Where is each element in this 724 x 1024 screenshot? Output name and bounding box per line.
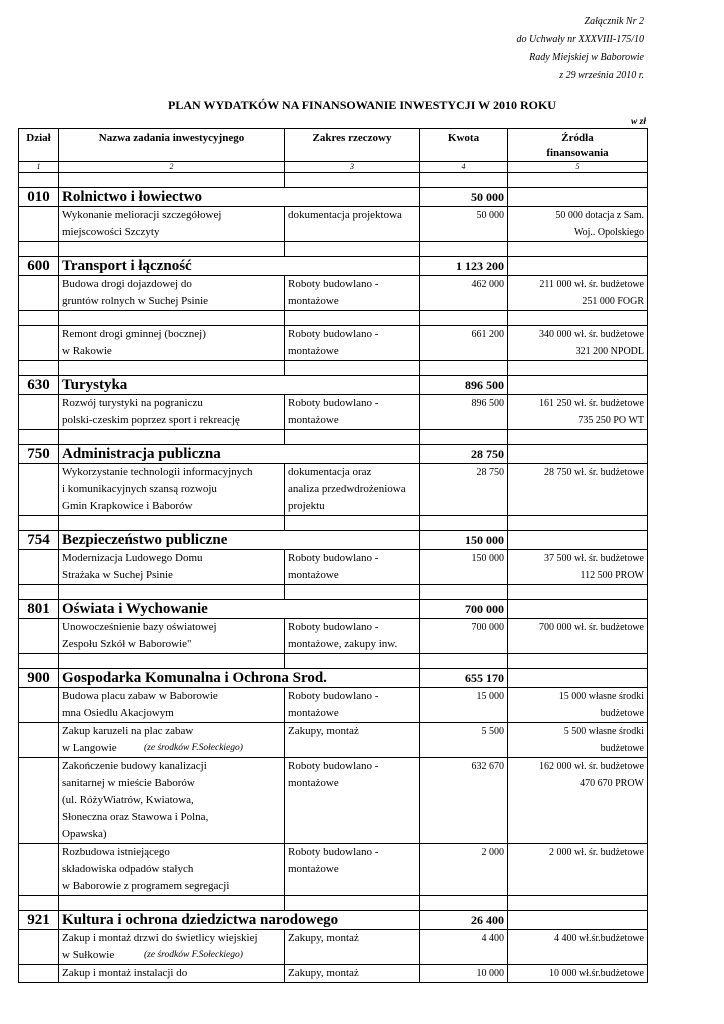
section-code: 010	[19, 188, 59, 207]
investment-table	[18, 128, 648, 983]
column-number-row	[19, 162, 648, 173]
section-row	[19, 376, 648, 395]
task-scope-line: Roboty budowlano -	[288, 760, 379, 772]
spacer-cell	[19, 430, 59, 445]
spacer-cell	[285, 516, 420, 531]
spacer-cell	[59, 430, 285, 445]
section-amount: 655 170	[420, 669, 508, 688]
task-name-line: miejscowości Szczyty	[62, 226, 160, 238]
task-scope	[285, 758, 420, 844]
task-name-line: Wykonanie melioracji szczegółowej	[62, 209, 222, 221]
section-row	[19, 600, 648, 619]
task-source-line: 340 000 wł. śr. budżetowe	[539, 329, 644, 340]
task-name-line: Strażaka w Suchej Psinie	[62, 569, 173, 581]
spacer-cell	[508, 311, 648, 326]
section-row	[19, 188, 648, 207]
section-blank	[508, 188, 648, 207]
colnum: 3	[285, 162, 420, 173]
task-amount: 700 000	[420, 619, 508, 654]
spacer-cell	[59, 896, 285, 911]
task-name	[59, 464, 285, 516]
section-amount: 150 000	[420, 531, 508, 550]
task-source-line: 15 000 własne środki	[558, 691, 644, 702]
task-dzial-blank	[19, 930, 59, 965]
spacer-cell	[508, 173, 648, 188]
task-name	[59, 965, 285, 983]
section-name: Transport i łączność	[59, 257, 420, 276]
task-source-line: 4 400 wł.śr.budżetowe	[554, 933, 644, 944]
spacer-cell	[420, 654, 508, 669]
spacer-cell	[285, 311, 420, 326]
task-scope-line: montażowe	[288, 707, 339, 719]
task-name-line: polski-czeskim poprzez sport i rekreację	[62, 414, 240, 426]
task-dzial-blank	[19, 276, 59, 311]
spacer-row	[19, 361, 648, 376]
section-blank	[508, 669, 648, 688]
task-dzial-blank	[19, 844, 59, 896]
task-scope-line: Zakupy, montaż	[288, 967, 359, 979]
task-name	[59, 395, 285, 430]
colnum: 1	[19, 162, 59, 173]
spacer-cell	[285, 173, 420, 188]
task-scope-line: dokumentacja oraz	[288, 466, 372, 478]
task-name-line: Modernizacja Ludowego Domu	[62, 552, 203, 564]
spacer-cell	[508, 654, 648, 669]
spacer-cell	[420, 361, 508, 376]
task-source	[508, 207, 648, 242]
task-scope-line: Roboty budowlano -	[288, 278, 379, 290]
task-row	[19, 276, 648, 311]
col-scope: Zakres rzeczowy	[285, 129, 420, 162]
task-name	[59, 276, 285, 311]
section-code: 600	[19, 257, 59, 276]
task-dzial-blank	[19, 550, 59, 585]
task-scope	[285, 326, 420, 361]
spacer-cell	[59, 311, 285, 326]
spacer-cell	[508, 896, 648, 911]
task-name	[59, 550, 285, 585]
task-scope-line: Roboty budowlano -	[288, 690, 379, 702]
section-row	[19, 669, 648, 688]
task-scope-line: Roboty budowlano -	[288, 328, 379, 340]
task-scope-line: Roboty budowlano -	[288, 621, 379, 633]
task-scope-line: Roboty budowlano -	[288, 397, 379, 409]
section-amount: 700 000	[420, 600, 508, 619]
spacer-cell	[508, 242, 648, 257]
task-source	[508, 688, 648, 723]
task-name-line: w Langowie	[62, 742, 117, 754]
section-blank	[508, 600, 648, 619]
section-row	[19, 445, 648, 464]
task-scope-line: dokumentacja projektowa	[288, 209, 402, 221]
task-amount: 661 200	[420, 326, 508, 361]
task-dzial-blank	[19, 207, 59, 242]
section-blank	[508, 531, 648, 550]
task-name-line: sanitarnej w mieście Baborów	[62, 777, 195, 789]
task-name-line: gruntów rolnych w Suchej Psinie	[62, 295, 209, 307]
task-name	[59, 844, 285, 896]
task-scope-line: Roboty budowlano -	[288, 552, 379, 564]
task-source-line: 162 000 wł. śr. budżetowe	[539, 761, 644, 772]
task-row	[19, 688, 648, 723]
col-amount: Kwota	[420, 129, 508, 162]
task-amount: 15 000	[420, 688, 508, 723]
task-name-line: Rozbudowa istniejącego	[62, 846, 170, 858]
spacer-cell	[508, 430, 648, 445]
task-scope	[285, 965, 420, 983]
spacer-cell	[420, 173, 508, 188]
task-name-line: Zakup i montaż instalacji do	[62, 967, 188, 979]
task-name	[59, 619, 285, 654]
spacer-cell	[285, 654, 420, 669]
section-amount: 896 500	[420, 376, 508, 395]
task-scope	[285, 207, 420, 242]
section-code: 750	[19, 445, 59, 464]
task-scope-line: projektu	[288, 500, 325, 512]
col-source	[508, 129, 648, 162]
colnum: 2	[59, 162, 285, 173]
page-title: PLAN WYDATKÓW NA FINANSOWANIE INWESTYCJI W 2010 ROKU	[168, 98, 556, 112]
task-row	[19, 965, 648, 983]
task-amount: 10 000	[420, 965, 508, 983]
task-name-line: Zakup i montaż drzwi do świetlicy wiejskiej	[62, 932, 258, 944]
task-scope	[285, 930, 420, 965]
task-scope	[285, 276, 420, 311]
section-blank	[508, 911, 648, 930]
task-name-line: Wykorzystanie technologii informacyjnych	[62, 466, 253, 478]
task-name-line: Remont drogi gminnej (bocznej)	[62, 328, 206, 340]
task-name-line: Budowa placu zabaw w Baborowie	[62, 690, 218, 702]
section-blank	[508, 445, 648, 464]
task-source	[508, 464, 648, 516]
task-scope-line: Zakupy, montaż	[288, 725, 359, 737]
section-amount: 28 750	[420, 445, 508, 464]
task-name-line: i komunikacyjnych szansą rozwoju	[62, 483, 217, 495]
task-note: (ze środków F.Sołeckiego)	[144, 950, 243, 960]
task-source	[508, 326, 648, 361]
task-source	[508, 965, 648, 983]
task-name	[59, 326, 285, 361]
col-source-l2: finansowania	[546, 147, 609, 159]
spacer-cell	[508, 585, 648, 600]
task-source	[508, 550, 648, 585]
task-source	[508, 619, 648, 654]
spacer-cell	[285, 896, 420, 911]
task-source	[508, 930, 648, 965]
section-name: Kultura i ochrona dziedzictwa narodowego	[59, 911, 420, 930]
task-row	[19, 395, 648, 430]
task-scope-line: analiza przedwdrożeniowa	[288, 483, 406, 495]
section-name: Administracja publiczna	[59, 445, 420, 464]
task-source	[508, 723, 648, 758]
task-dzial-blank	[19, 464, 59, 516]
spacer-row	[19, 173, 648, 188]
task-note: (ze środków F.Sołeckiego)	[144, 743, 243, 753]
spacer-cell	[19, 896, 59, 911]
section-row	[19, 257, 648, 276]
spacer-cell	[420, 242, 508, 257]
colnum: 4	[420, 162, 508, 173]
task-name-line: składowiska odpadów stałych	[62, 863, 194, 875]
colnum: 5	[508, 162, 648, 173]
spacer-cell	[59, 242, 285, 257]
task-scope-line: montażowe	[288, 569, 339, 581]
task-scope-line: montażowe	[288, 295, 339, 307]
task-amount: 462 000	[420, 276, 508, 311]
section-blank	[508, 376, 648, 395]
spacer-cell	[19, 585, 59, 600]
task-amount: 4 400	[420, 930, 508, 965]
task-source-line: 37 500 wł. śr. budżetowe	[544, 553, 644, 564]
task-source-line: 50 000 dotacja z Sam.	[555, 210, 644, 221]
task-name-line: mna Osiedlu Akacjowym	[62, 707, 174, 719]
task-scope-line: montażowe	[288, 414, 339, 426]
council-name: Rady Miejskiej w Baborowie	[529, 52, 644, 63]
task-name-line: w Baborowie z programem segregacji	[62, 880, 230, 892]
spacer-row	[19, 585, 648, 600]
task-source-line: 10 000 wł.śr.budżetowe	[549, 968, 644, 979]
task-row	[19, 207, 648, 242]
section-name: Turystyka	[59, 376, 420, 395]
spacer-cell	[19, 173, 59, 188]
task-name-line: Rozwój turystyki na pograniczu	[62, 397, 203, 409]
section-name: Gospodarka Komunalna i Ochrona Srod.	[59, 669, 420, 688]
task-scope-line: montażowe	[288, 777, 339, 789]
spacer-row	[19, 896, 648, 911]
task-source-line: 5 500 własne środki	[563, 726, 644, 737]
task-source-line: 211 000 wł. śr. budżetowe	[539, 279, 644, 290]
task-name-line: Zespołu Szkół w Baborowie"	[62, 638, 192, 650]
task-amount: 896 500	[420, 395, 508, 430]
spacer-cell	[508, 516, 648, 531]
col-name: Nazwa zadania inwestycyjnego	[59, 129, 285, 162]
task-name-line: Zakup karuzeli na plac zabaw	[62, 725, 194, 737]
resolution-date: z 29 września 2010 r.	[559, 70, 644, 81]
task-row	[19, 464, 648, 516]
task-row	[19, 930, 648, 965]
task-name	[59, 930, 285, 965]
task-name	[59, 723, 285, 758]
task-name-line: Słoneczna oraz Stawowa i Polna,	[62, 811, 209, 823]
task-scope	[285, 723, 420, 758]
annex-number: Załącznik Nr 2	[584, 16, 644, 27]
col-source-l1: Źródła	[561, 132, 594, 144]
task-dzial-blank	[19, 758, 59, 844]
section-amount: 26 400	[420, 911, 508, 930]
task-scope	[285, 688, 420, 723]
task-name	[59, 207, 285, 242]
task-scope	[285, 464, 420, 516]
task-scope-line: montażowe, zakupy inw.	[288, 638, 398, 650]
section-name: Bezpieczeństwo publiczne	[59, 531, 420, 550]
task-source	[508, 395, 648, 430]
section-amount: 50 000	[420, 188, 508, 207]
task-scope	[285, 550, 420, 585]
section-blank	[508, 257, 648, 276]
spacer-cell	[19, 654, 59, 669]
task-amount: 632 670	[420, 758, 508, 844]
task-scope	[285, 619, 420, 654]
task-source	[508, 276, 648, 311]
spacer-cell	[285, 242, 420, 257]
task-name-line: Unowocześnienie bazy oświatowej	[62, 621, 217, 633]
spacer-cell	[59, 585, 285, 600]
task-name-line: Zakończenie budowy kanalizacji	[62, 760, 207, 772]
task-dzial-blank	[19, 723, 59, 758]
section-code: 801	[19, 600, 59, 619]
section-code: 630	[19, 376, 59, 395]
spacer-row	[19, 654, 648, 669]
spacer-cell	[59, 654, 285, 669]
spacer-cell	[420, 585, 508, 600]
task-scope-line: montażowe	[288, 345, 339, 357]
spacer-cell	[285, 430, 420, 445]
task-name-line: Gmin Krapkowice i Baborów	[62, 500, 193, 512]
task-row	[19, 550, 648, 585]
task-amount: 2 000	[420, 844, 508, 896]
task-source-line: 2 000 wł. śr. budżetowe	[549, 847, 644, 858]
section-code: 921	[19, 911, 59, 930]
spacer-cell	[59, 516, 285, 531]
table-body	[19, 173, 648, 983]
task-source-line: 470 670 PROW	[580, 778, 644, 789]
task-name-line: Budowa drogi dojazdowej do	[62, 278, 192, 290]
spacer-cell	[59, 361, 285, 376]
spacer-cell	[420, 896, 508, 911]
spacer-cell	[59, 173, 285, 188]
task-source-line: 321 200 NPODL	[575, 346, 644, 357]
spacer-cell	[19, 242, 59, 257]
section-name: Oświata i Wychowanie	[59, 600, 420, 619]
header-row	[19, 129, 648, 162]
task-row	[19, 758, 648, 844]
section-name: Rolnictwo i łowiectwo	[59, 188, 420, 207]
task-source	[508, 844, 648, 896]
spacer-row	[19, 311, 648, 326]
section-code: 900	[19, 669, 59, 688]
task-source-line: 112 500 PROW	[580, 570, 644, 581]
currency-unit: w zł	[630, 117, 646, 127]
task-row	[19, 844, 648, 896]
task-source-line: 735 250 PO WT	[578, 415, 644, 426]
task-name	[59, 688, 285, 723]
task-amount: 150 000	[420, 550, 508, 585]
spacer-cell	[508, 361, 648, 376]
task-amount: 50 000	[420, 207, 508, 242]
task-dzial-blank	[19, 619, 59, 654]
section-row	[19, 911, 648, 930]
task-source	[508, 758, 648, 844]
task-amount: 28 750	[420, 464, 508, 516]
spacer-row	[19, 430, 648, 445]
task-name-line: w Sułkowie	[62, 949, 115, 961]
task-scope-line: montażowe	[288, 863, 339, 875]
task-row	[19, 619, 648, 654]
task-amount: 5 500	[420, 723, 508, 758]
section-amount: 1 123 200	[420, 257, 508, 276]
task-source-line: Woj.. Opolskiego	[573, 227, 644, 238]
spacer-cell	[19, 311, 59, 326]
resolution-ref: do Uchwały nr XXXVIII-175/10	[516, 34, 644, 45]
section-row	[19, 531, 648, 550]
spacer-cell	[420, 430, 508, 445]
task-dzial-blank	[19, 395, 59, 430]
task-source-line: budżetowe	[600, 708, 644, 719]
task-scope	[285, 844, 420, 896]
task-row	[19, 326, 648, 361]
spacer-cell	[420, 311, 508, 326]
task-source-line: 161 250 wł. śr. budżetowe	[539, 398, 644, 409]
task-dzial-blank	[19, 965, 59, 983]
task-source-line: 251 000 FOGR	[582, 296, 644, 307]
task-source-line: 28 750 wł. śr. budżetowe	[544, 467, 644, 478]
spacer-cell	[285, 361, 420, 376]
col-dzial: Dział	[19, 129, 59, 162]
task-name-line: Opawska)	[62, 828, 107, 840]
task-dzial-blank	[19, 326, 59, 361]
section-code: 754	[19, 531, 59, 550]
spacer-cell	[19, 361, 59, 376]
task-dzial-blank	[19, 688, 59, 723]
task-name	[59, 758, 285, 844]
task-name-line: (ul. RóżyWiatrów, Kwiatowa,	[62, 794, 194, 806]
spacer-cell	[19, 516, 59, 531]
task-row	[19, 723, 648, 758]
task-scope-line: Zakupy, montaż	[288, 932, 359, 944]
spacer-row	[19, 242, 648, 257]
task-scope-line: Roboty budowlano -	[288, 846, 379, 858]
task-name-line: w Rakowie	[62, 345, 112, 357]
task-scope	[285, 395, 420, 430]
spacer-cell	[285, 585, 420, 600]
spacer-row	[19, 516, 648, 531]
task-source-line: 700 000 wł. śr. budżetowe	[539, 622, 644, 633]
spacer-cell	[420, 516, 508, 531]
task-source-line: budżetowe	[600, 743, 644, 754]
